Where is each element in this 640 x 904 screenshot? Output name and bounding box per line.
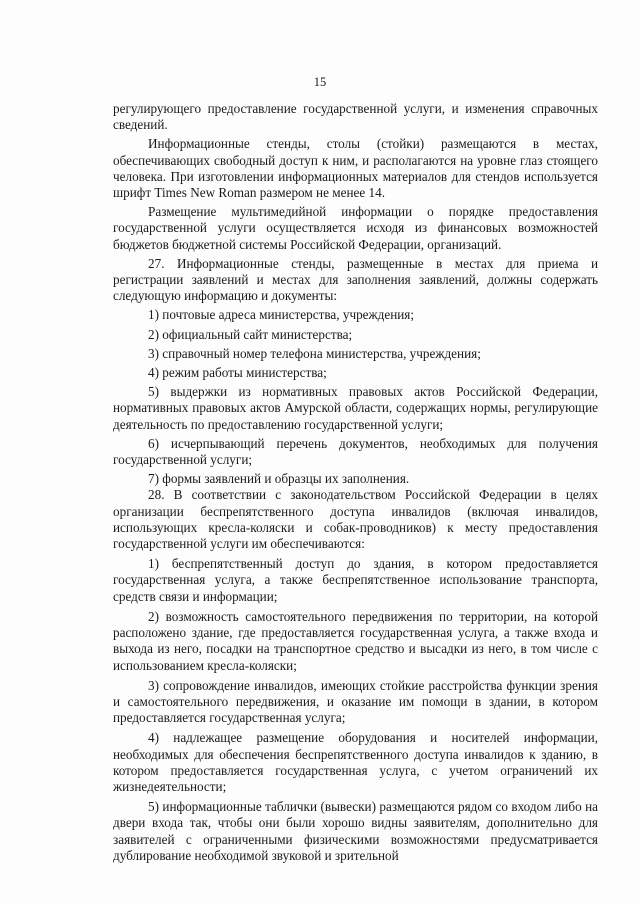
list-item-28-2: 2) возможность самостоятельного передвижения по территории, на которой расположено здание, где предоставляется государственная услуга, а также входа и выхода из него, посадки на транспортное средство и высадки из него, в том числе с использованием кресла-коляски; (113, 608, 598, 673)
paragraph-info-stands: Информационные стенды, столы (стойки) размещаются в местах, обеспечивающих свободный доступ к ним, и располагаются на уровне глаз стоящего человека. При изготовлении информационных материалов для стендов используется шрифт Times New Roman размером не менее 14. (113, 136, 598, 201)
list-item-28-1: 1) беспрепятственный доступ до здания, в котором предоставляется государственная услуга, а также беспрепятственное использование транспорта, средств связи и информации; (113, 556, 598, 604)
paragraph-multimedia: Размещение мультимедийной информации о порядке предоставления государственной услуги осуществляется исходя из финансовых возможностей бюджетов бюджетной системы Российской Федерации, организаций. (113, 204, 598, 252)
list-item-27-2: 2) официальный сайт министерства; (148, 326, 353, 342)
paragraph-item-27: 27. Информационные стенды, размещенные в местах для приема и регистрации заявлений и местах для заполнения заявлений, должны содержать следующую информацию и документы: (113, 255, 598, 304)
paragraph-item-28: 28. В соответствии с законодательством Российской Федерации в целях организации беспрепятственного доступа инвалидов (включая инвалидов, использующих кресла-коляски и собак-проводников) к месту предоставления государственной услуги им обеспечиваются: (113, 487, 598, 552)
list-item-27-5: 5) выдержки из нормативных правовых актов Российской Федерации, нормативных правовых актов Амурской области, содержащих нормы, регулирующие деятельность по предоставлению государственной услуги; (113, 384, 598, 432)
list-item-28-5: 5) информационные таблички (вывески) размещаются рядом со входом либо на двери входа так, чтобы они были хорошо видны заявителям, дополнительно для заявителей с ограниченными физическими возможностями предусматривается дублирование необходимой звуковой и зрительной (113, 799, 598, 863)
list-item-27-1: 1) почтовые адреса министерства, учреждения; (148, 307, 415, 323)
list-item-27-3: 3) справочный номер телефона министерства, учреждения; (148, 345, 481, 361)
paragraph-continuation: регулирующего предоставление государственной услуги, и изменения справочных сведений. (113, 101, 598, 133)
page-number: 15 (313, 75, 327, 89)
list-item-28-3: 3) сопровождение инвалидов, имеющих стойкие расстройства функции зрения и самостоятельного передвижения, и оказание им помощи в здании, в котором предоставляется государственная услуга; (113, 677, 598, 726)
list-item-27-6: 6) исчерпывающий перечень документов, необходимых для получения государственной услуги; (113, 435, 598, 468)
list-item-28-4: 4) надлежащее размещение оборудования и носителей информации, необходимых для обеспечения беспрепятственного доступа инвалидов к зданию, в котором предоставляется государственная услуга, с учетом ограничений их жизнедеятельности; (113, 730, 598, 794)
list-item-27-4: 4) режим работы министерства; (148, 365, 327, 381)
list-item-27-7: 7) формы заявлений и образцы их заполнения. (148, 471, 410, 487)
document-body (113, 101, 598, 864)
